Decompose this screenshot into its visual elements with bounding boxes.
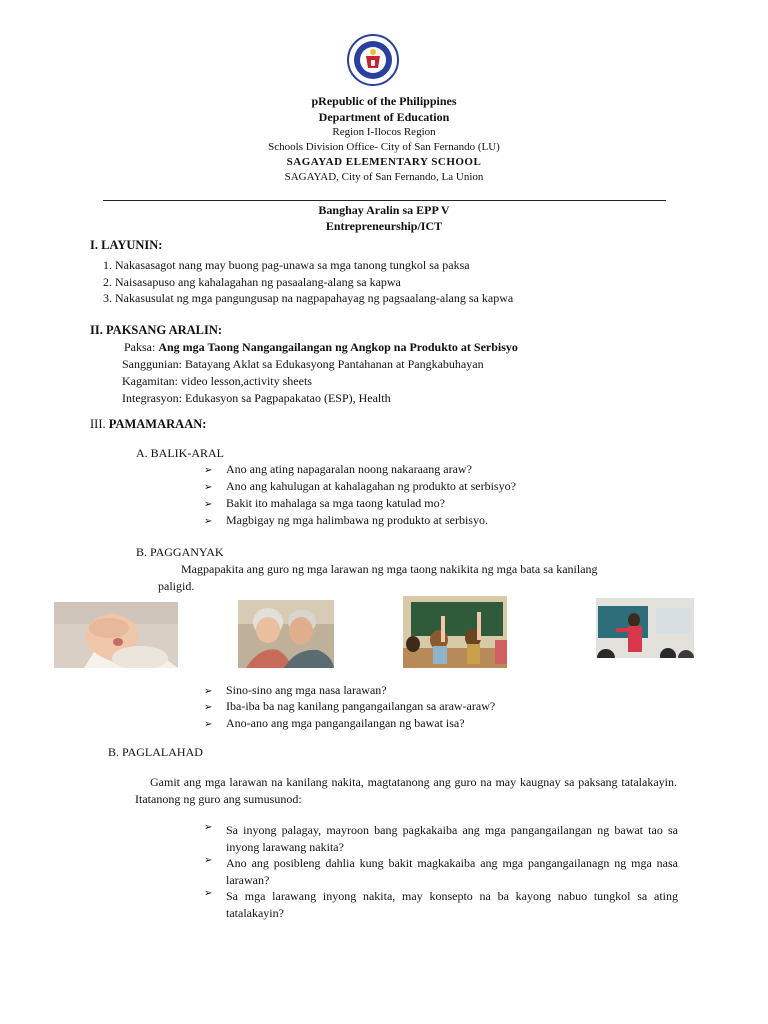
balik-aral-label: A. BALIK-ARAL bbox=[136, 446, 224, 460]
deped-seal-icon bbox=[347, 34, 399, 86]
header-divider bbox=[103, 200, 666, 201]
arrow-bullet-icon: ➢ bbox=[204, 482, 213, 493]
list-item bbox=[204, 683, 387, 698]
list-item-text: Sino-sino ang mga nasa larawan? bbox=[226, 683, 387, 697]
paksa-line bbox=[124, 340, 518, 355]
school-address: SAGAYAD, City of San Fernando, La Union bbox=[284, 171, 484, 183]
arrow-bullet-icon: ➢ bbox=[204, 686, 213, 697]
list-item-text: Magbigay ng mga halimbawa ng produkto at serbisyo. bbox=[226, 513, 488, 527]
sanggunian-line: Sanggunian: Batayang Aklat sa Edukasyong Pantahanan at Pangkabuhayan bbox=[122, 357, 484, 371]
layunin-item: 1. Nakasasagot nang may buong pag-unawa sa mga tanong tungkol sa paksa bbox=[103, 258, 470, 272]
paksa-label: Paksa: bbox=[124, 340, 156, 354]
list-item-text: Ano-ano ang mga pangangailangan ng bawat isa? bbox=[226, 716, 465, 730]
republic-line: pRepublic of the Philippines bbox=[311, 94, 457, 108]
layunin-item: 3. Nakasusulat ng mga pangungusap na nagpapahayag ng pagsaalang-alang sa kapwa bbox=[103, 291, 514, 305]
pagganyak-text-cont: paligid. bbox=[158, 579, 195, 593]
region-line: Region I-Ilocos Region bbox=[332, 126, 436, 138]
arrow-bullet-icon: ➢ bbox=[204, 465, 213, 476]
arrow-bullet-icon: ➢ bbox=[204, 516, 213, 527]
division-line: Schools Division Office- City of San Fernando (LU) bbox=[268, 141, 500, 153]
baby-photo bbox=[54, 602, 178, 668]
paksa-value: Ang mga Taong Nangangailangan ng Angkop na Produkto at Serbisyo bbox=[158, 340, 518, 354]
pagganyak-text: Magpapakita ang guro ng mga larawan ng mga taong nakikita ng mga bata sa kanilang bbox=[181, 562, 598, 576]
arrow-bullet-icon: ➢ bbox=[204, 702, 213, 713]
list-item bbox=[204, 716, 465, 731]
integrasyon-line: Integrasyon: Edukasyon sa Pagpapakatao (ESP), Health bbox=[122, 391, 391, 405]
list-item bbox=[204, 462, 472, 477]
teacher-photo bbox=[596, 598, 694, 666]
lesson-title: Banghay Aralin sa EPP V bbox=[318, 203, 450, 217]
kagamitan-line: Kagamitan: video lesson,activity sheets bbox=[122, 374, 312, 388]
lesson-subtitle: Entrepreneurship/ICT bbox=[325, 219, 443, 233]
list-item-text: Ano ang posibleng dahlia kung bakit magkakaiba ang mga pangangailanagn ng mga nasa larawan? bbox=[226, 856, 678, 887]
arrow-bullet-icon: ➢ bbox=[204, 888, 213, 899]
list-item bbox=[204, 479, 516, 494]
list-item-text: Bakit ito mahalaga sa mga taong katulad mo? bbox=[226, 496, 445, 510]
pamamaraan-title: PAMAMARAAN: bbox=[108, 417, 207, 431]
pamamaraan-heading bbox=[90, 417, 206, 432]
list-item bbox=[204, 496, 445, 511]
arrow-bullet-icon: ➢ bbox=[204, 719, 213, 730]
school-name: SAGAYAD ELEMENTARY SCHOOL bbox=[286, 156, 482, 168]
paksa-heading: II. PAKSANG ARALIN: bbox=[90, 323, 223, 337]
list-item-text: Iba-iba ba nag kanilang pangangailangan sa araw-araw? bbox=[226, 699, 496, 713]
list-item bbox=[204, 513, 488, 528]
pagganyak-label: B. PAGGANYAK bbox=[136, 545, 224, 559]
list-item-text: Sa inyong palagay, mayroon bang pagkakaiba ang mga pangangailangan ng bawat tao sa inyong larawang nakita? bbox=[226, 823, 678, 854]
arrow-bullet-icon: ➢ bbox=[204, 499, 213, 510]
paglalahad-paragraph: Gamit ang mga larawan na kanilang nakita, magtatanong ang guro na may kaugnay sa paksang tatalakayin. Itatanong ng guro ang sumusunod: bbox=[135, 775, 677, 806]
list-item-text: Ano ang kahulugan at kahalagahan ng produkto at serbisyo? bbox=[226, 479, 516, 493]
list-item bbox=[204, 888, 678, 922]
arrow-bullet-icon: ➢ bbox=[204, 855, 213, 866]
elderly-couple-photo bbox=[238, 600, 334, 668]
layunin-item: 2. Naisasapuso ang kahalagahan ng pasaalang-alang sa kapwa bbox=[103, 275, 401, 289]
paglalahad-label: B. PAGLALAHAD bbox=[108, 745, 203, 759]
classroom-photo bbox=[403, 596, 507, 668]
list-item bbox=[204, 822, 678, 856]
list-item-text: Sa mga larawang inyong nakita, may konsepto na ba kayong nabuo tungkol sa ating tatalakayin? bbox=[226, 889, 678, 920]
layunin-heading: I. LAYUNIN: bbox=[90, 238, 163, 252]
list-item bbox=[204, 855, 678, 889]
arrow-bullet-icon: ➢ bbox=[204, 822, 213, 833]
list-item-text: Ano ang ating napagaralan noong nakaraang araw? bbox=[226, 462, 472, 476]
department-line: Department of Education bbox=[318, 110, 450, 124]
list-item bbox=[204, 699, 495, 714]
pamamaraan-number: III. bbox=[90, 417, 106, 431]
